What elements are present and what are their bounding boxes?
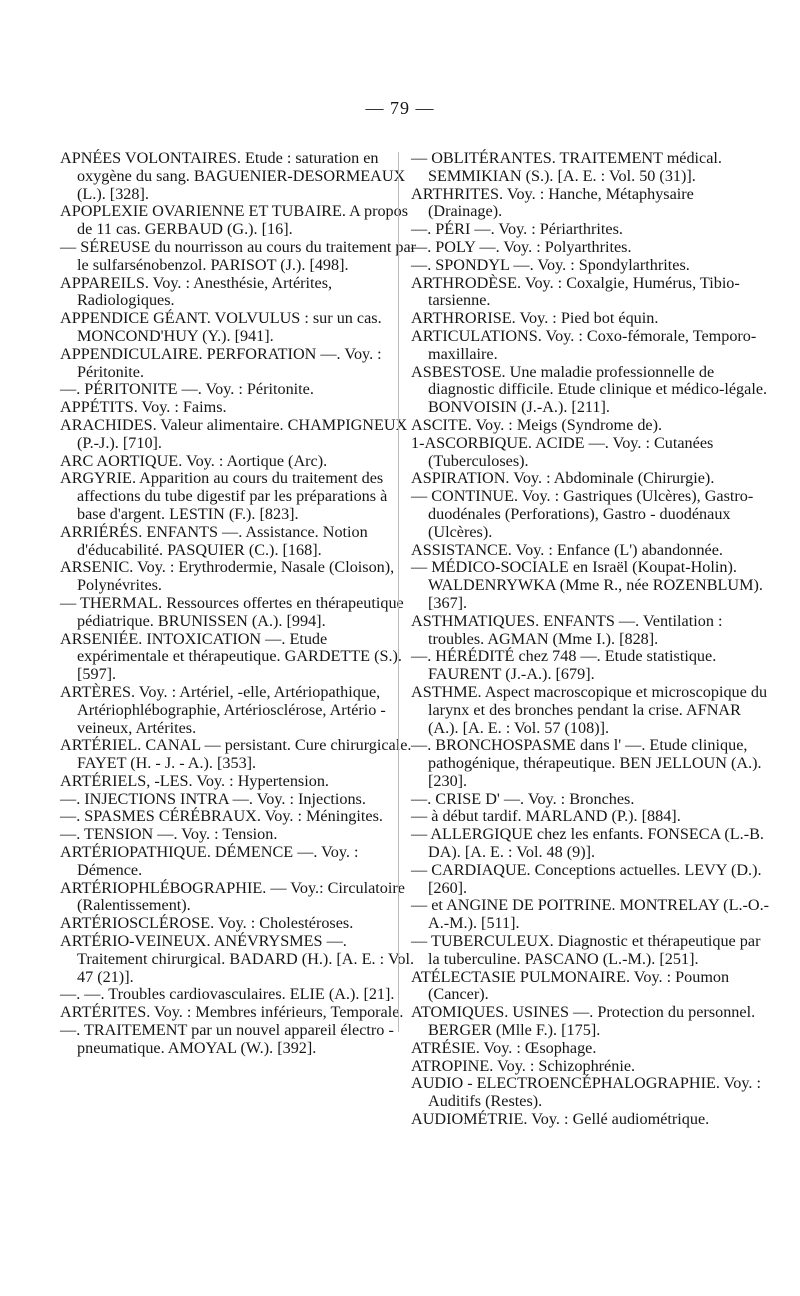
index-entry: — TUBERCULEUX. Diagnostic et thérapeutique par la tuberculine. PASCANO (L.-M.). [251]. — [411, 932, 761, 968]
index-entry: — MÉDICO-SOCIALE en Israël (Koupat-Holin). WALDENRYWKA (Mme R., née ROZENBLUM). [367]. — [411, 558, 763, 612]
left-column — [60, 150, 420, 1058]
index-entry: APNÉES VOLONTAIRES. Etude : saturation en oxygène du sang. BAGUENIER-DESORMEAUX (L.). [328]. — [60, 149, 406, 203]
index-entry: — OBLITÉRANTES. TRAITEMENT médical. SEMMIKIAN (S.). [A. E. : Vol. 50 (31)]. — [411, 149, 722, 185]
index-entry: ATROPINE. Voy. : Schizophrénie. — [411, 1056, 636, 1075]
page-number: — 79 — — [365, 98, 435, 118]
index-entry: ASTHMATIQUES. ENFANTS —. Ventilation : troubles. AGMAN (Mme I.). [828]. — [411, 611, 723, 648]
index-entry: —. PÉRITONITE —. Voy. : Péritonite. — [60, 380, 314, 399]
index-entry: ARTÈRES. Voy. : Artériel, -elle, Artériopathique, Artériophlébographie, Artériosclérose, Artério - veineux, Artérites. — [60, 682, 386, 737]
index-entry: ARC AORTIQUE. Voy. : Aortique (Arc). — [60, 451, 328, 470]
index-entry: ATOMIQUES. USINES —. Protection du personnel. BERGER (Mlle F.). [175]. — [411, 1003, 756, 1040]
index-entry: ARTÉRIO-VEINEUX. ANÉVRYSMES —. Traitement chirurgical. BADARD (H.). [A. E. : Vol. 47 (21)]. — [60, 932, 415, 986]
index-entry: APPAREILS. Voy. : Anesthésie, Artérites, Radiologiques. — [60, 273, 333, 310]
index-entry: ARTÉRIEL. CANAL — persistant. Cure chirurgicale. FAYET (H. - J. - A.). [353]. — [60, 736, 412, 773]
index-entry: —. CRISE D' —. Voy. : Bronches. — [411, 789, 635, 808]
index-entry: ARSENIÉE. INTOXICATION —. Etude expérimentale et thérapeutique. GARDETTE (S.). [597]. — [60, 629, 402, 684]
index-entry: ARTÉRIELS, -LES. Voy. : Hypertension. — [60, 771, 329, 790]
index-entry: ARGYRIE. Apparition au cours du traitement des affections du tube digestif par les préparations à base d'argent. LESTIN (F.). [823]. — [60, 469, 388, 523]
index-entry: ASCITE. Voy. : Meigs (Syndrome de). — [411, 415, 663, 434]
index-entry: — SÉREUSE du nourrisson au cours du traitement par le sulfarsénobenzol. PARISOT (J.). [498]. — [60, 237, 417, 274]
index-entry: ARTICULATIONS. Voy. : Coxo-fémorale, Temporo-maxillaire. — [411, 326, 757, 363]
index-entry: —. INJECTIONS INTRA —. Voy. : Injections. — [60, 789, 366, 808]
index-entry: —. TRAITEMENT par un nouvel appareil électro - pneumatique. AMOYAL (W.). [392]. — [60, 1021, 394, 1057]
index-entry: —. HÉRÉDITÉ chez 748 —. Etude statistique. FAURENT (J.-A.). [679]. — [411, 647, 717, 684]
index-entry: ASSISTANCE. Voy. : Enfance (L') abandonnée. — [411, 540, 723, 559]
index-entry: APPENDICE GÉANT. VOLVULUS : sur un cas. MONCOND'HUY (Y.). [941]. — [60, 309, 382, 345]
index-entry: — CARDIAQUE. Conceptions actuelles. LEVY (D.). [260]. — [411, 860, 762, 897]
index-entry: APPÉTITS. Voy. : Faims. — [60, 398, 227, 417]
right-column — [411, 150, 771, 1129]
index-entry: 1-ASCORBIQUE. ACIDE —. Voy. : Cutanées (Tuberculoses). — [411, 433, 714, 470]
index-entry: —. SPASMES CÉRÉBRAUX. Voy. : Méningites. — [60, 807, 383, 826]
index-entry: ATRÉSIE. Voy. : Œsophage. — [411, 1038, 597, 1057]
index-entry: ARTÉRIOPATHIQUE. DÉMENCE —. Voy. : Démence. — [60, 843, 359, 879]
index-entry: ARACHIDES. Valeur alimentaire. CHAMPIGNEUX (P.-J.). [710]. — [60, 415, 408, 452]
index-entry: ATÉLECTASIE PULMONAIRE. Voy. : Poumon (Cancer). — [411, 967, 730, 1004]
index-entry: ARTÉRITES. Voy. : Membres inférieurs, Temporale. — [60, 1003, 404, 1022]
index-entry: — et ANGINE DE POITRINE. MONTRELAY (L.-O.-A.-M.). [511]. — [411, 896, 770, 933]
index-entry: AUDIO - ELECTROENCÉPHALOGRAPHIE. Voy. : Auditifs (Restes). — [411, 1074, 761, 1111]
index-entry: APOPLEXIE OVARIENNE ET TUBAIRE. A propos de 11 cas. GERBAUD (G.). [16]. — [60, 202, 409, 239]
index-entry: ARSENIC. Voy. : Erythrodermie, Nasale (Cloison), Polynévrites. — [60, 558, 395, 595]
index-entry: —. TENSION —. Voy. : Tension. — [60, 825, 278, 844]
index-entry: APPENDICULAIRE. PERFORATION —. Voy. : Péritonite. — [60, 344, 382, 381]
index-entry: —. BRONCHOSPASME dans l' —. Etude clinique, pathogénique, thérapeutique. BEN JELLOUN (A.). [230]. — [411, 736, 762, 790]
index-entry: AUDIOMÉTRIE. Voy. : Gellé audiométrique. — [411, 1110, 710, 1129]
index-entry: ASBESTOSE. Une maladie professionnelle de diagnostic difficile. Etude clinique et médico-légale. BONVOISIN (J.-A.). [211]. — [411, 362, 768, 417]
index-entry: —. POLY —. Voy. : Polyarthrites. — [411, 237, 632, 256]
index-entry: ARTHRODÈSE. Voy. : Coxalgie, Humérus, Tibio-tarsienne. — [411, 273, 740, 310]
index-entry: ARRIÉRÉS. ENFANTS —. Assistance. Notion d'éducabilité. PASQUIER (C.). [168]. — [60, 522, 368, 559]
index-entry: ARTÉRIOSCLÉROSE. Voy. : Cholestéroses. — [60, 914, 354, 933]
index-entry: ARTHRORISE. Voy. : Pied bot équin. — [411, 309, 659, 328]
index-entry: ARTÉRIOPHLÉBOGRAPHIE. — Voy.: Circulatoire (Ralentissement). — [60, 878, 405, 915]
index-entry: ARTHRITES. Voy. : Hanche, Métaphysaire (Drainage). — [411, 184, 694, 221]
index-entry: ASPIRATION. Voy. : Abdominale (Chirurgie). — [411, 469, 715, 488]
index-entry: — à début tardif. MARLAND (P.). [884]. — [411, 807, 681, 826]
index-entry: —. PÉRI —. Voy. : Périarthrites. — [411, 220, 623, 239]
index-entry: —. SPONDYL —. Voy. : Spondylarthrites. — [411, 255, 690, 274]
column-divider — [398, 152, 399, 1032]
index-entry: ASTHME. Aspect macroscopique et microscopique du larynx et des bronches pendant la crise. AFNAR (A.). [A. E. : Vol. 57 (108)]. — [411, 682, 768, 737]
index-entry: —. —. Troubles cardiovasculaires. ELIE (A.). [21]. — [60, 985, 395, 1004]
index-entry: — THERMAL. Ressources offertes en thérapeutique pédiatrique. BRUNISSEN (A.). [994]. — [60, 593, 404, 630]
index-entry: — ALLERGIQUE chez les enfants. FONSECA (L.-B. DA). [A. E. : Vol. 48 (9)]. — [411, 825, 764, 862]
index-entry: — CONTINUE. Voy. : Gastriques (Ulcères), Gastro-duodénales (Perforations), Gastro - duodénaux (Ulcères). — [411, 487, 754, 541]
